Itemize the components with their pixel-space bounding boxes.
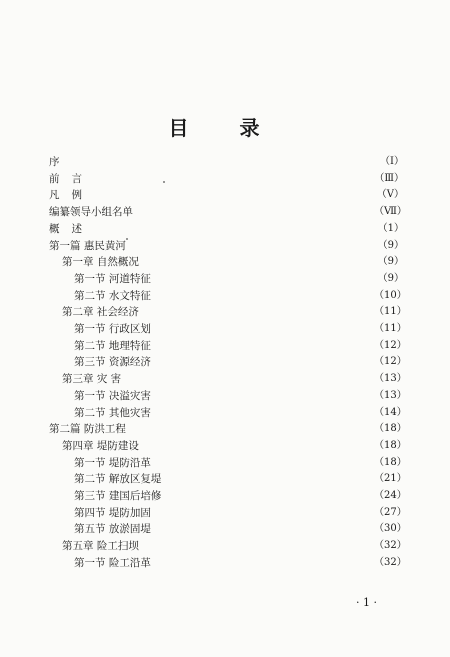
toc-entry-label: 概述 [49,222,94,235]
toc-entry-label: 编纂领导小组名单 [49,206,133,219]
toc-entry [0,238,450,254]
toc-entry-label: 第二节 解放区复堤 [74,473,162,486]
print-speck [163,181,165,183]
toc-entry-label: 第三章 灾 害 [62,373,122,386]
toc-entry [0,405,450,421]
toc-entry [0,171,450,187]
toc-entry-label: 第五节 放淤固堤 [74,523,151,536]
toc-entry-page: （18） [374,439,407,451]
toc-entry-label: 第一节 行政区划 [74,323,151,335]
toc-entry-label: 第五章 险工扫坝 [62,540,139,553]
toc-entry-label: 第一篇 惠民黄河 [49,239,126,252]
toc-entry [0,521,450,537]
toc-entry-label: 第三节 建国后培修 [74,490,162,502]
toc-entry-label: 第一节 河道特征 [74,272,151,285]
toc-entry [0,254,450,270]
page-number: · 1 · [356,596,377,609]
toc-entry-label: 第二篇 防洪工程 [49,423,126,436]
toc-entry-page: （Ⅶ） [374,206,407,218]
toc-entry [0,187,450,203]
toc-entry [0,338,450,354]
toc-entry-label: 前言 [49,172,94,185]
toc-entry-label: 第一章 自然概况 [62,256,139,269]
toc-entry [0,438,450,454]
toc-entry-page: （11） [374,323,407,334]
toc-entry [0,455,450,471]
toc-entry-page: （13） [374,373,407,385]
toc-entry [0,471,450,487]
toc-entry-page: （12） [374,339,407,351]
print-speck [126,238,128,240]
toc-entry [0,154,450,170]
toc-entry-label: 序 [49,156,60,168]
toc-entry-label: 第二节 其他灾害 [74,406,151,419]
toc-entry-label: 第二节 水文特征 [74,289,151,302]
toc-entry-page: （9） [377,256,404,268]
toc-entry-label: 第一节 堤防沿革 [74,456,151,469]
toc-entry [0,538,450,554]
toc-entry-page: （Ⅴ） [376,189,404,201]
page-title: 目 录 [168,116,282,140]
toc-entry-label: 第二章 社会经济 [62,306,139,319]
toc-entry [0,488,450,504]
toc-entry [0,371,450,387]
toc-entry-label: 第一节 险工沿革 [74,556,151,569]
toc-entry [0,221,450,237]
toc-entry [0,505,450,521]
toc-entry [0,321,450,337]
toc-entry-page: （14） [374,406,407,418]
toc-entry-page: （27） [374,506,407,518]
toc-entry-label: 第三节 资源经济 [74,356,151,369]
toc-entry-label: 凡例 [49,189,94,202]
toc-entry-page: （30） [374,523,407,535]
toc-entry-page: （Ⅰ） [380,156,404,167]
toc-entry [0,421,450,437]
toc-entry-page: （32） [374,540,407,552]
toc-entry-page: （11） [374,306,407,318]
toc-entry-page: （10） [374,289,407,301]
toc-entry-page: （32） [374,556,407,568]
toc-entry [0,555,450,571]
toc-entry-label: 第四章 堤防建设 [62,439,139,452]
toc-entry [0,304,450,320]
toc-entry-label: 第四节 堤防加固 [74,506,151,519]
toc-entry [0,354,450,370]
toc-entry [0,271,450,287]
toc-entry [0,388,450,404]
toc-entry-page: （18） [374,423,407,435]
toc-entry-page: （9） [377,239,404,251]
toc-entry-page: （21） [374,473,407,485]
toc-entry-label: 第一节 决溢灾害 [74,389,151,402]
toc-entry-label: 第二节 地理特征 [74,339,151,352]
toc-entry-page: （Ⅲ） [374,172,404,184]
toc-entry-page: （12） [374,356,407,368]
toc-entry-page: （9） [377,272,404,284]
toc-entry [0,288,450,304]
toc-entry-page: （1） [377,222,404,234]
toc-entry [0,204,450,220]
toc-entry-page: （18） [374,456,407,468]
toc-entry-page: （24） [374,490,407,501]
toc-entry-page: （13） [374,389,407,401]
